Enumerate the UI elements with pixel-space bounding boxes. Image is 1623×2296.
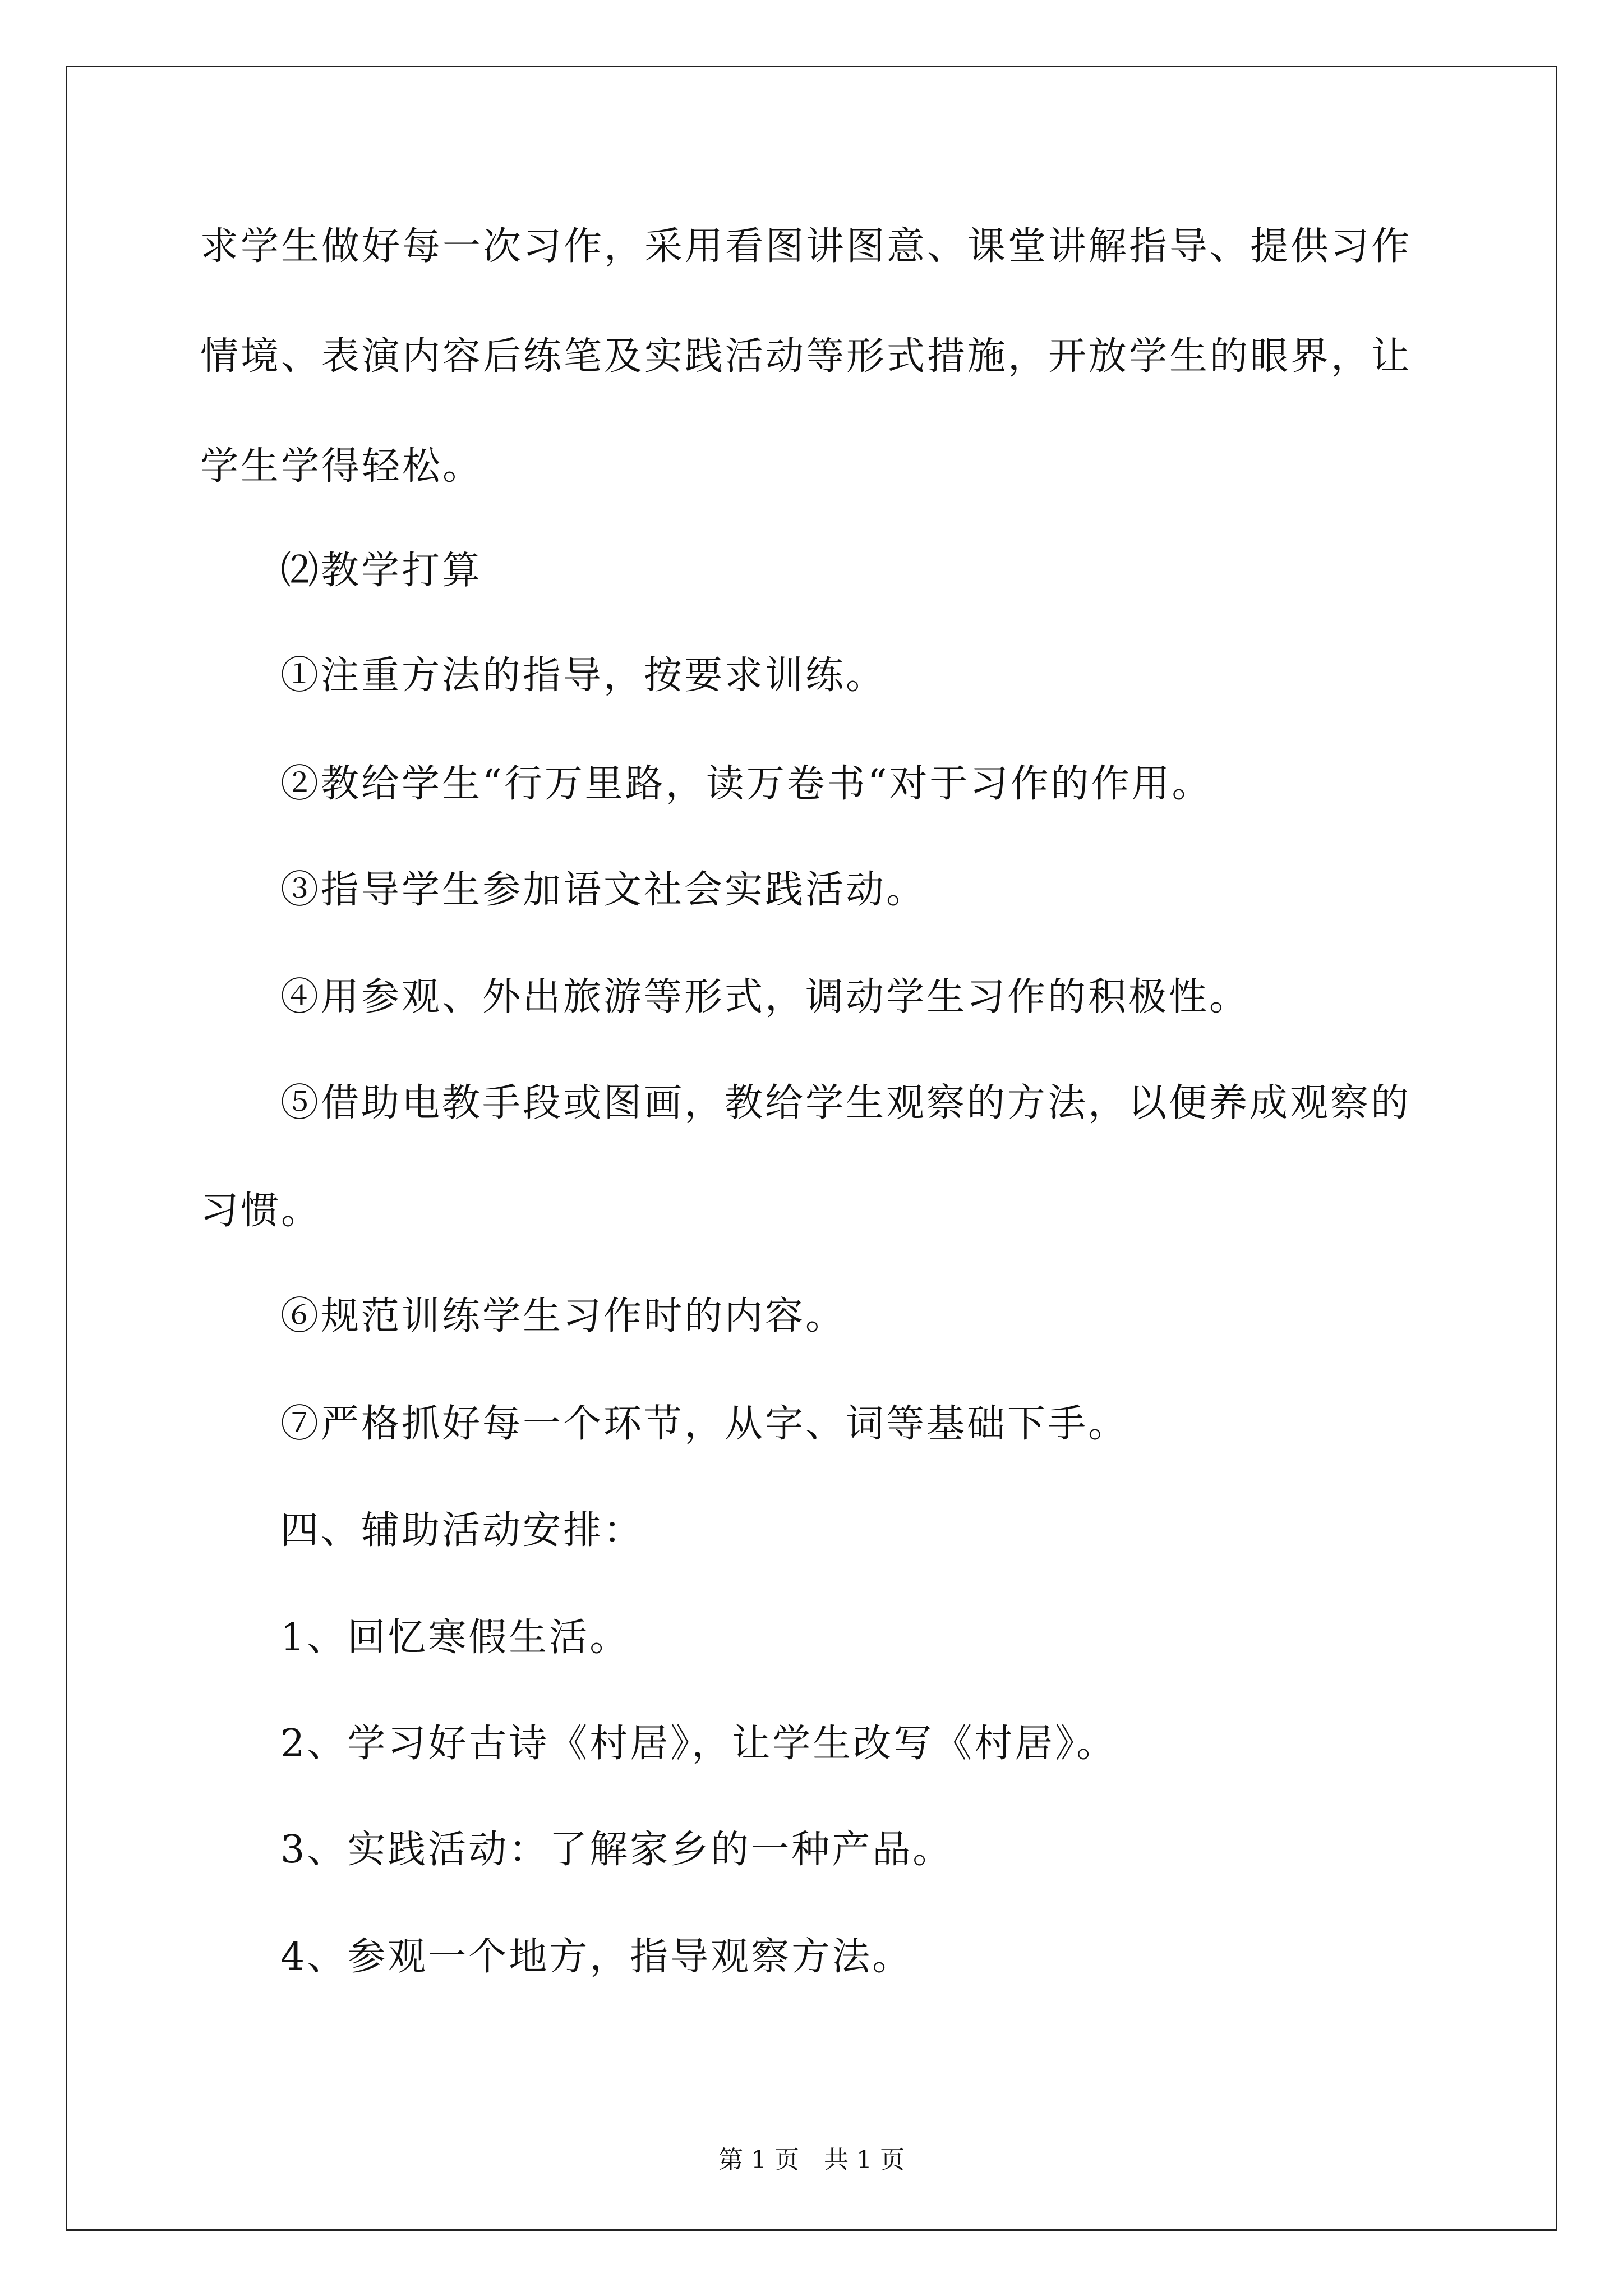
paragraph-line-2: 情境、表演内容后练笔及实践活动等形式措施，开放学生的眼界，让 (200, 334, 1412, 379)
page-number-footer: 第 1 页 共 1 页 (718, 2146, 905, 2174)
page-border (66, 66, 1557, 2231)
activity-item-4: 4、参观一个地方，指导观察方法。 (280, 1935, 913, 1979)
activity-item-1: 1、回忆寒假生活。 (280, 1616, 630, 1660)
paragraph-line-3: 学生学得轻松。 (200, 444, 483, 489)
list-item-7: ⑦严格抓好每一个环节，从字、词等基础下手。 (280, 1402, 1129, 1446)
list-item-5-continued: 习惯。 (200, 1189, 322, 1233)
list-item-4: ④用参观、外出旅游等形式，调动学生习作的积极性。 (280, 975, 1250, 1019)
activity-item-3: 3、实践活动：了解家乡的一种产品。 (280, 1828, 953, 1872)
list-item-3: ③指导学生参加语文社会实践活动。 (280, 868, 927, 912)
section-heading-teaching-plan: ⑵教学打算 (280, 549, 483, 593)
list-item-1: ①注重方法的指导，按要求训练。 (280, 654, 887, 698)
paragraph-line-1: 求学生做好每一次习作，采用看图讲图意、课堂讲解指导、提供习作 (200, 224, 1412, 269)
list-item-6: ⑥规范训练学生习作时的内容。 (280, 1294, 846, 1338)
activity-item-2: 2、学习好古诗《村居》，让学生改写《村居》。 (280, 1722, 1117, 1766)
section-heading-activities: 四、辅助活动安排： (280, 1508, 644, 1553)
list-item-2: ②教给学生“行万里路，读万卷书“对于习作的作用。 (280, 762, 1212, 806)
list-item-5: ⑤借助电教手段或图画，教给学生观察的方法，以便养成观察的 (280, 1081, 1412, 1125)
